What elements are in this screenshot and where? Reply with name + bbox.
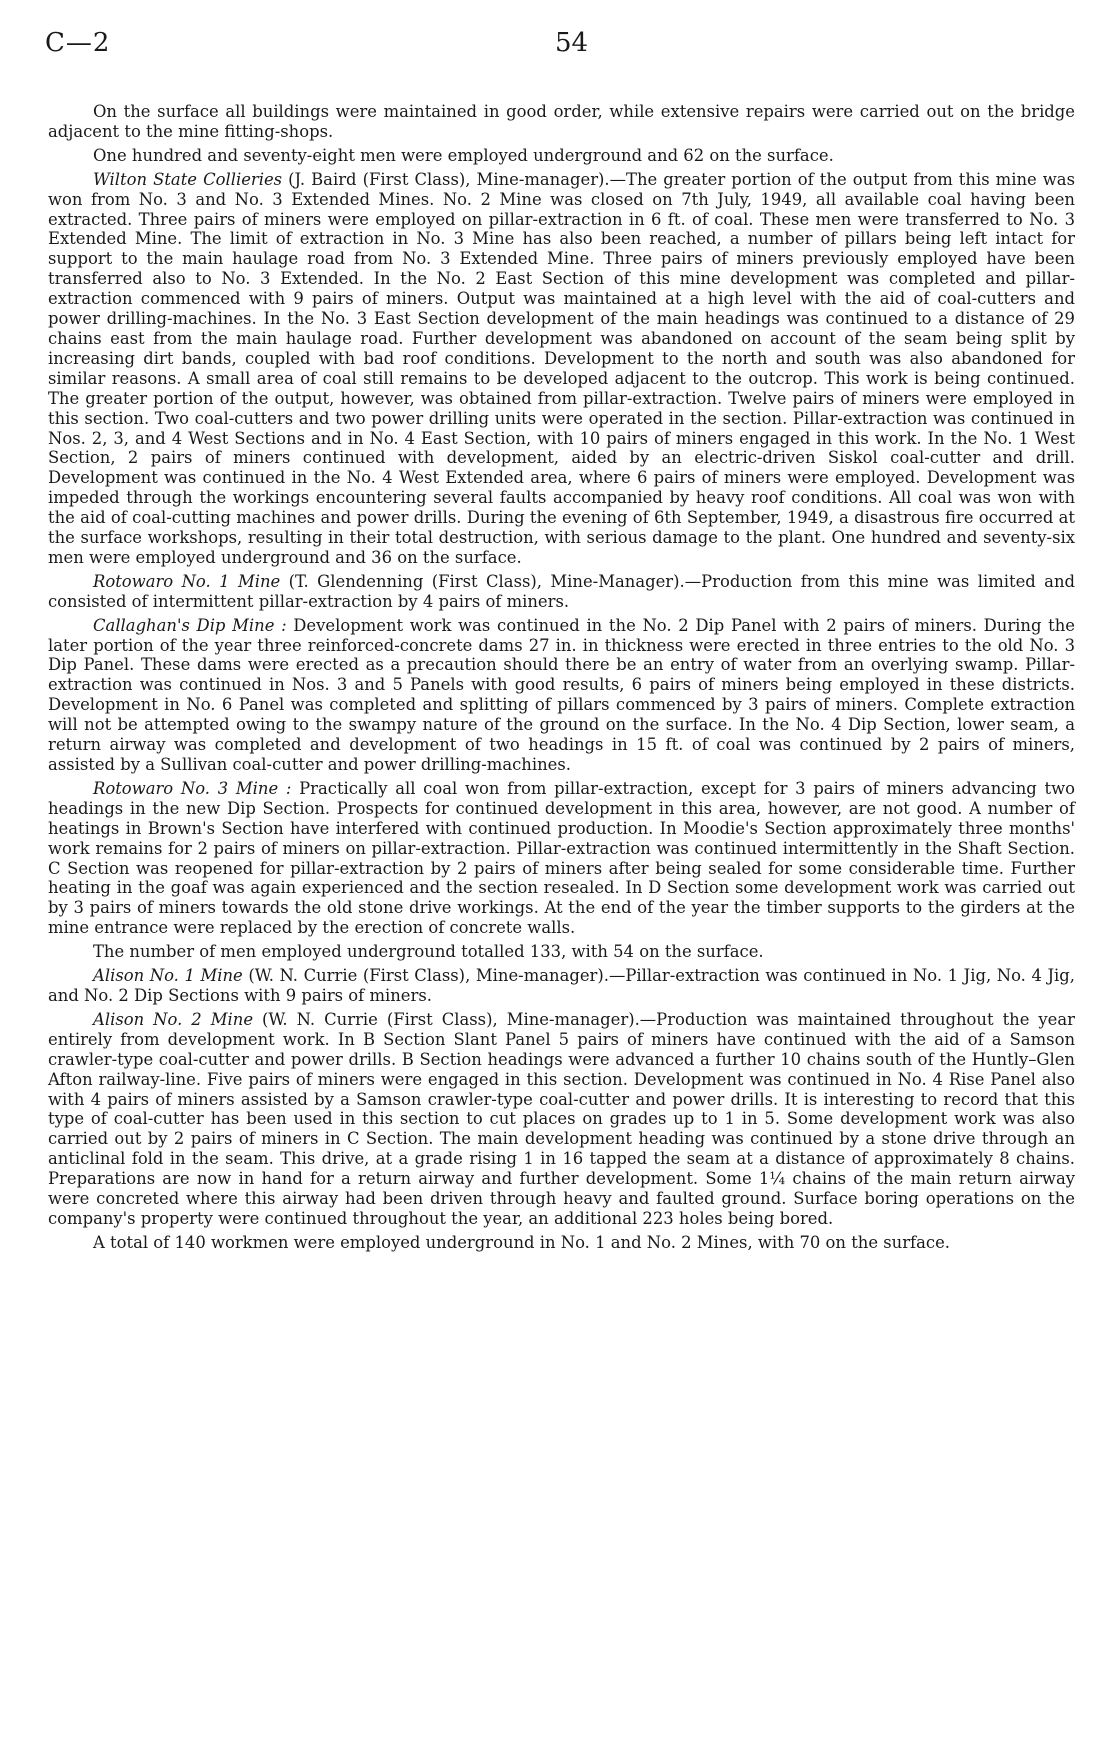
- section-heading: Rotowaro No. 1 Mine: [93, 571, 281, 591]
- body-text: [48, 102, 1075, 1257]
- section-heading: Alison No. 2 Mine: [93, 1009, 254, 1029]
- paragraph: Rotowaro No. 1 Mine (T. Glendenning (First Class), Mine-Manager).—Production from this mine was limited and consisted of intermittent pillar-extraction by 4 pairs of miners.: [48, 571, 1076, 611]
- section-heading: Wilton State Collieries: [93, 169, 283, 189]
- paragraph: Alison No. 2 Mine (W. N. Currie (First Class), Mine-manager).—Production was maintained throughout the year entirely from development work. In B Section Slant Panel 5 pairs of miners have continued with the aid of a Samson crawler-type coal-cutter and power drills. B Section headings were advanced a further 10 chains south of the Huntly–Glen Afton railway-line. Five pairs of miners were engaged in this section. Development was continued in No. 4 Rise Panel also with 4 pairs of miners assisted by a Samson crawler-type coal-cutter and power drills. It is interesting to record that this type of coal-cutter has been used in this section to cut places on grades up to 1 in 5. Some development work was also carried out by 2 pairs of miners in C Section. The main development heading was continued by a stone drive through an anticlinal fold in the seam. This drive, at a grade rising 1 in 16 tapped the seam at a distance of approximately 8 chains. Preparations are now in hand for a return airway and further development. Some 1¼ chains of the main return airway were concreted where this airway had been driven through heavy and faulted ground. Surface boring operations on the company's property were continued throughout the year, an additional 223 holes being bored.: [48, 1009, 1075, 1228]
- paragraph: On the surface all buildings were maintained in good order, while extensive repairs were carried out on the bridge adjacent to the mine fitting-shops.: [48, 102, 1075, 141]
- paragraph: Rotowaro No. 3 Mine : Practically all coal won from pillar-extraction, except for 3 pairs of miners advancing two headings in the new Dip Section. Prospects for continued development in this area, however, are not good. A number of heatings in Brown's Section have interfered with continued production. In Moodie's Section approximately three months' work remains for 2 pairs of miners on pillar-extraction. Pillar-extraction was continued intermittently in the Shaft Section. C Section was reopened for pillar-extraction by 2 pairs of miners after being sealed for some considerable time. Further heating in the goaf was again experienced and the section resealed. In D Section some development work was carried out by 3 pairs of miners towards the old stone drive workings. At the end of the year the timber supports to the girders at the mine entrance were replaced by the erection of concrete walls.: [48, 778, 1075, 938]
- document-reference: C—2: [45, 28, 111, 58]
- paragraph: The number of men employed underground totalled 133, with 54 on the surface.: [93, 942, 764, 962]
- section-heading: Rotowaro No. 3 Mine :: [93, 778, 292, 798]
- section-heading: Callaghan's Dip Mine :: [93, 615, 287, 635]
- page-header: [45, 28, 1075, 68]
- section-heading: Alison No. 1 Mine: [93, 966, 243, 986]
- page-number: 54: [555, 28, 589, 58]
- paragraph: One hundred and seventy-eight men were employed underground and 62 on the surface.: [93, 145, 834, 165]
- paragraph: Alison No. 1 Mine (W. N. Currie (First Class), Mine-manager).—Pillar-extraction was continued in No. 1 Jig, No. 4 Jig, and No. 2 Dip Sections with 9 pairs of miners.: [48, 966, 1075, 1005]
- paragraph: Callaghan's Dip Mine : Development work was continued in the No. 2 Dip Panel with 2 pairs of miners. During the later portion of the year three reinforced-concrete dams 27 in. in thickness were erected in three entries to the old No. 3 Dip Panel. These dams were erected as a precaution should there be an entry of water from an overlying swamp. Pillar-extraction was continued in Nos. 3 and 5 Panels with good results, 6 pairs of miners being employed in these districts. Development in No. 6 Panel was completed and splitting of pillars commenced by 3 pairs of miners. Complete extraction will not be attempted owing to the swampy nature of the ground on the surface. In the No. 4 Dip Section, lower seam, a return airway was completed and development of two headings in 15 ft. of coal was continued by 2 pairs of miners, assisted by a Sullivan coal-cutter and power drilling-machines.: [48, 615, 1075, 774]
- paragraph: A total of 140 workmen were employed underground in No. 1 and No. 2 Mines, with 70 on the surface.: [93, 1232, 950, 1252]
- paragraph: Wilton State Collieries (J. Baird (First Class), Mine-manager).—The greater portion of the output from this mine was won from No. 3 and No. 3 Extended Mines. No. 2 Mine was closed on 7th July, 1949, all available coal having been extracted. Three pairs of miners were employed on pillar-extraction in 6 ft. of coal. These men were transferred to No. 3 Extended Mine. The limit of extraction in No. 3 Mine has also been reached, a number of pillars being left intact for support to the main haulage road from No. 3 Extended Mine. Three pairs of miners previously employed have been transferred also to No. 3 Extended. In the No. 2 East Section of this mine development was completed and pillar-extraction commenced with 9 pairs of miners. Output was maintained at a high level with the aid of coal-cutters and power drilling-machines. In the No. 3 East Section development of the main headings was continued to a distance of 29 chains east from the main haulage road. Further development was abandoned on account of the seam being split by increasing dirt bands, coupled with bad roof conditions. Development to the north and south was also abandoned for similar reasons. A small area of coal still remains to be developed adjacent to the outcrop. This work is being continued. The greater portion of the output, however, was obtained from pillar-extraction. Twelve pairs of miners were employed in this section. Two coal-cutters and two power drilling units were operated in the section. Pillar-extraction was continued in Nos. 2, 3, and 4 West Sections and in No. 4 East Section, with 10 pairs of miners engaged in this work. In the No. 1 West Section, 2 pairs of miners continued with development, aided by an electric-driven Siskol coal-cutter and drill. Development was continued in the No. 4 West Extended area, where 6 pairs of miners were employed. Development was impeded through the workings encountering several faults accompanied by heavy roof conditions. All coal was won with the aid of coal-cutting machines and power drills. During the evening of 6th September, 1949, a disastrous fire occurred at the surface workshops, resulting in their total destruction, with serious damage to the plant. One hundred and seventy-six men were employed underground and 36 on the surface.: [48, 169, 1075, 567]
